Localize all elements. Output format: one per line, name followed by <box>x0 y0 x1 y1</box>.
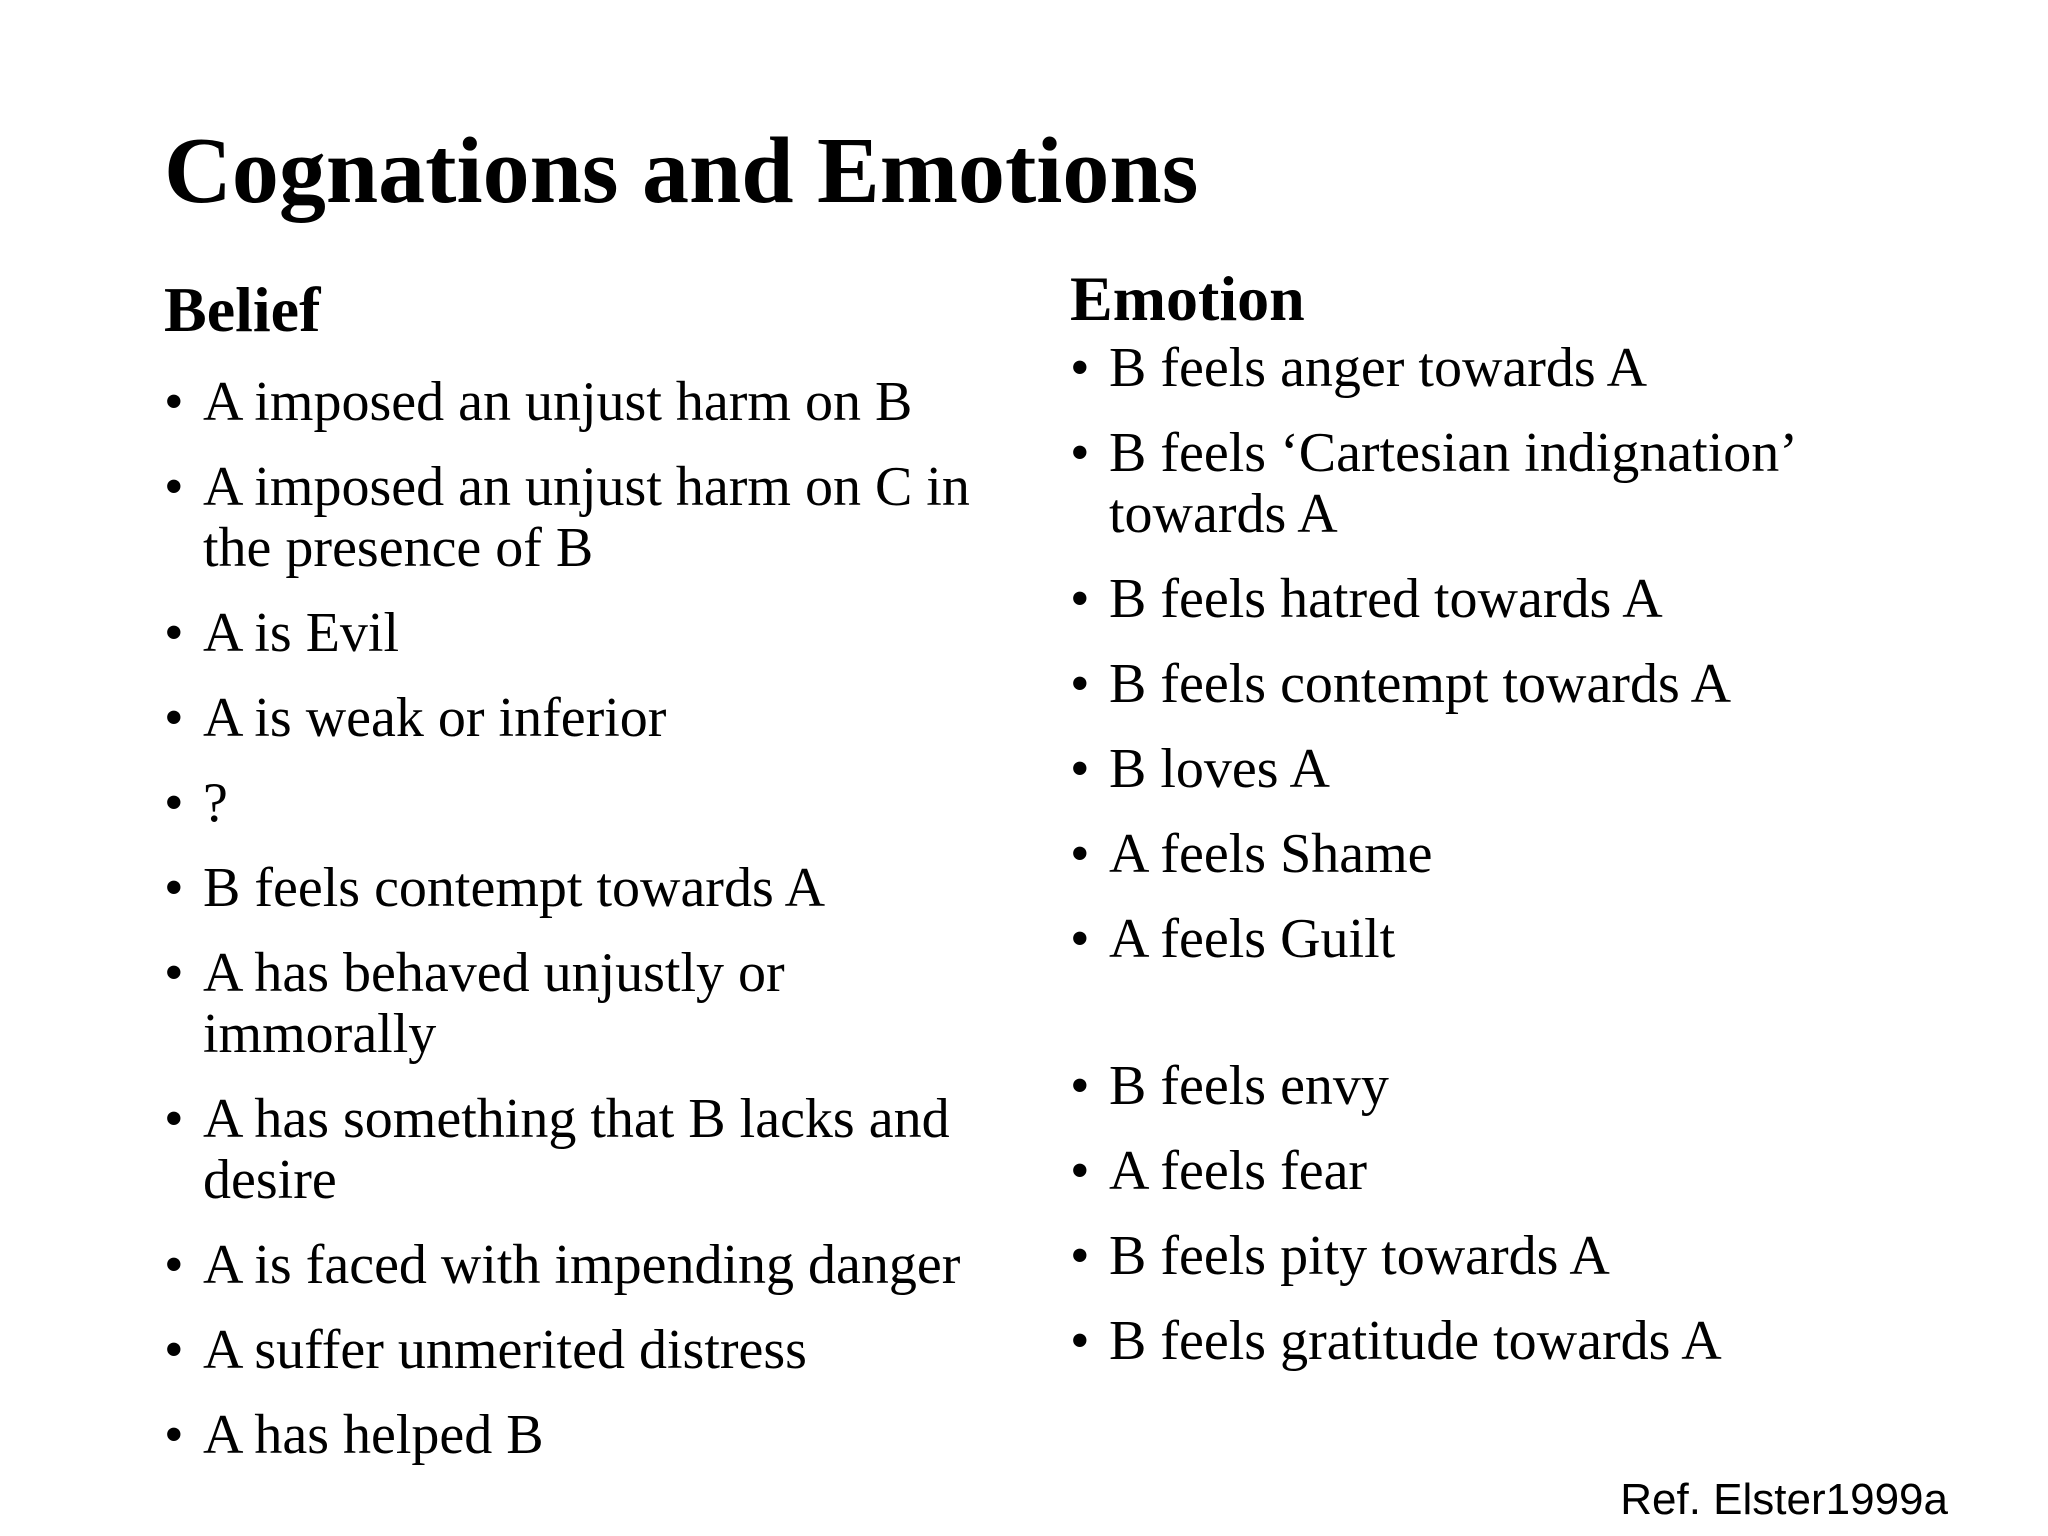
emotion-item: • B feels ‘Cartesian indignation’ towards A <box>1070 423 1910 545</box>
emotion-item: • B feels anger towards A <box>1070 338 1910 399</box>
belief-item: • A has helped B <box>164 1405 1014 1466</box>
belief-item: • B feels contempt towards A <box>164 858 1014 919</box>
belief-item: • A is faced with impending danger <box>164 1235 1014 1296</box>
reference-note: Ref. Elster1999a <box>1620 1475 1948 1524</box>
emotion-heading: Emotion <box>1070 263 1305 334</box>
emotion-item: • B feels hatred towards A <box>1070 569 1910 630</box>
emotion-list <box>1070 338 1910 1396</box>
emotion-item: • B feels gratitude towards A <box>1070 1311 1910 1372</box>
emotion-item: • B feels pity towards A <box>1070 1226 1910 1287</box>
belief-item: • A has behaved unjustly or immorally <box>164 943 1014 1065</box>
belief-item: • A has something that B lacks and desire <box>164 1089 1014 1211</box>
emotion-item: • B feels envy <box>1070 1056 1910 1117</box>
emotion-item: • A feels fear <box>1070 1141 1910 1202</box>
belief-heading: Belief <box>164 274 321 345</box>
belief-item: • A is Evil <box>164 603 1014 664</box>
belief-item: • A imposed an unjust harm on C in the presence of B <box>164 457 1014 579</box>
belief-list <box>164 372 1014 1490</box>
emotion-item: • B loves A <box>1070 739 1910 800</box>
belief-item: • A is weak or inferior <box>164 688 1014 749</box>
emotion-item: • B feels contempt towards A <box>1070 654 1910 715</box>
emotion-item: • A feels Shame <box>1070 824 1910 885</box>
belief-item: • A suffer unmerited distress <box>164 1320 1014 1381</box>
emotion-item: • A feels Guilt <box>1070 909 1910 970</box>
slide-title: Cognations and Emotions <box>164 119 1199 223</box>
belief-item: • ? <box>164 773 1014 834</box>
belief-item: • A imposed an unjust harm on B <box>164 372 1014 433</box>
